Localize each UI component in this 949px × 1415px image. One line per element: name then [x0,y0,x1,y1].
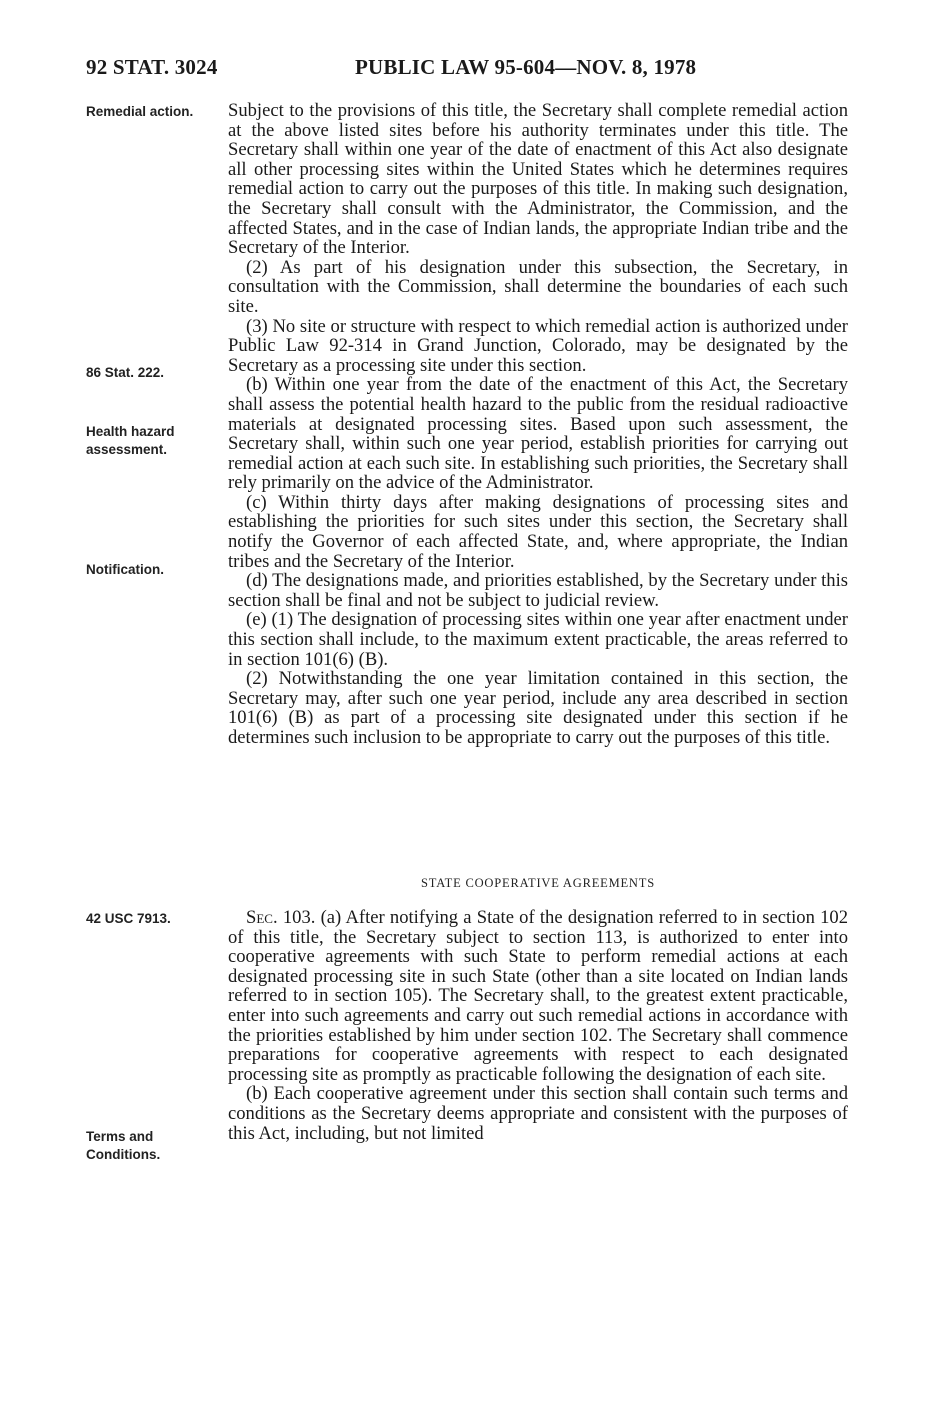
running-head: PUBLIC LAW 95-604—NOV. 8, 1978 [355,55,697,79]
paragraph-remedial-action: Subject to the provisions of this title, the Secretary shall complete remedial action at the above listed sites before his authority terminates under this title. The Secretary shall within one year of the date of enactment of this Act also designate all other processing sites within the United States which he determines requires remedial action to carry out the purposes of this title. In making such designation, the Secretary shall consult with the Administrator, the Commission, and the affected States, and in the case of Indian lands, the appropriate Indian tribe and the Secretary of the Interior. [228,100,848,259]
margin-note-line: Terms and [86,1129,154,1144]
stat-page-number: 92 STAT. 3024 [86,55,218,79]
paragraph-b-health-hazard: (b) Within one year from the date of the enactment of this Act, the Secretary shall assess the potential health hazard to the public from the residual radioactive materials at designated processing sites. Based upon such assessment, the Secretary shall, within such one year period, establish priorities for carrying out remedial action at each such site. In establishing such priorities, the Secretary shall rely primarily on the advice of the Administrator. [228,374,848,494]
paragraph-a3-grand-junction: (3) No site or structure with respect to which remedial action is authorized under Public Law 92-314 in Grand Junction, Colorado, may be designated by the Secretary as a processing site under this section. [228,315,848,376]
paragraph-103-a [228,908,848,1084]
section-103-body [228,908,848,1143]
paragraph-e2-notwithstanding: (2) Notwithstanding the one year limitation contained in this section, the Secretary may, after such one year period, include any area described in section 101(6) (B) as part of a processing site designated under this section if he determines such inclusion to be appropriate to carry out the purposes of this title. [228,668,848,748]
paragraph-c-notification: (c) Within thirty days after making designations of processing sites and establishing the priorities for such sites under this section, the Secretary shall notify the Governor of each affected State, and, where appropriate, the Indian tribes and the Secretary of the Interior. [228,491,848,572]
margin-note-line: Conditions. [86,1147,161,1162]
paragraph-a2-boundaries: (2) As part of his designation under this subsection, the Secretary, in consultation with the Commission, shall determine the boundaries of each such site. [228,256,848,317]
margin-note-notification: Notification. [86,562,164,577]
margin-note-line: assessment. [86,442,168,457]
paragraph-d-judicial-review: (d) The designations made, and priorities established, by the Secretary under this section shall be final and not be subject to judicial review. [228,570,848,611]
section-102-body [228,101,848,748]
margin-note-health-hazard [86,423,216,459]
margin-note-remedial-action: Remedial action. [86,104,194,119]
section-label: Sec. [246,907,278,928]
paragraph-e1-designation: (e) (1) The designation of processing sites within one year after enactment under this section shall include, to the maximum extent practicable, the areas referred to in section 101(6) (B). [228,609,848,670]
margin-note-line: Health hazard [86,424,175,439]
paragraph-103-a-text: 103. (a) After notifying a State of the designation referred to in section 102 of this title, the Secretary subject to section 113, is authorized to enter into cooperative agreements with such State to perform remedial actions at each designated processing site in such State (other than a site located on Indian lands referred to in section 105). The Secretary shall, to the greatest extent practicable, enter into such agreements and carry out such remedial actions in accordance with the priorities established by him under section 102. The Secretary shall commence preparations for cooperative agreements with respect to each designated processing site as promptly as practicable following the designation of each site. [228,907,848,1085]
margin-note-terms-conditions [86,1128,216,1164]
section-103-heading: STATE COOPERATIVE AGREEMENTS [421,876,655,890]
margin-note-stat-reference: 86 Stat. 222. [86,365,165,380]
paragraph-103-b: (b) Each cooperative agreement under this section shall contain such terms and conditions as the Secretary deems appropriate and consistent with the purposes of this Act, including, but not limited [228,1083,848,1144]
margin-note-usc-reference: 42 USC 7913. [86,911,171,926]
